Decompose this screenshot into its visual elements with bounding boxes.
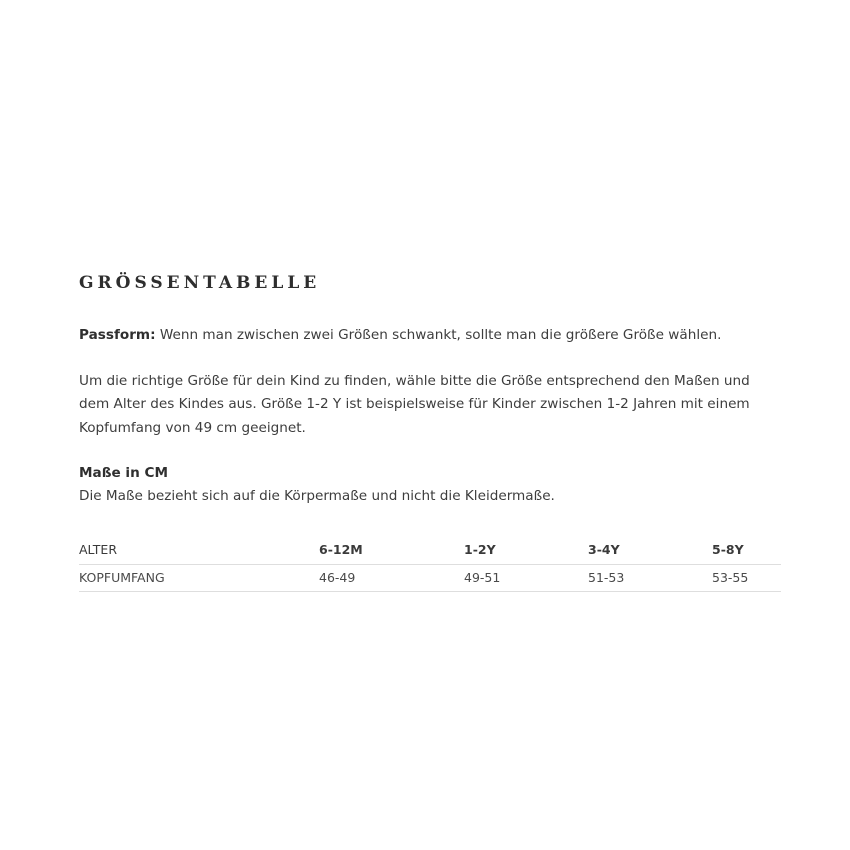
page-title: GRÖSSENTABELLE [79,273,321,293]
table-cell: 46-49 [319,564,464,591]
table-cell: 53-55 [712,564,781,591]
header-label-alter: ALTER [79,536,319,565]
intro-text: Um die richtige Größe für dein Kind zu finden, wähle bitte die Größe entsprechend den Maßen und dem Alter des Kindes aus. Größe 1-2 Y ist beispielsweise für Kinder zwischen 1-2 Jahren mit einem Kopfumfang von 49 cm geeignet. [79,372,750,436]
fit-label: Passform: [79,327,156,343]
fit-text: Wenn man zwischen zwei Größen schwankt, sollte man die größere Größe wählen. [155,327,722,343]
header-cell: 3-4Y [588,536,712,565]
fit-note [79,324,781,348]
table-row [79,564,781,591]
header-cell: 1-2Y [464,536,588,565]
size-chart-section [79,272,781,592]
header-cell: 5-8Y [712,536,781,565]
row-label-kopfumfang: KOPFUMFANG [79,564,319,591]
table-cell: 51-53 [588,564,712,591]
measures-heading: Maße in CM [79,465,169,481]
measures-note: Die Maße bezieht sich auf die Körpermaße und nicht die Kleidermaße. [79,488,555,504]
size-table [79,536,781,592]
table-cell: 49-51 [464,564,588,591]
table-header-row [79,536,781,565]
header-cell: 6-12M [319,536,464,565]
